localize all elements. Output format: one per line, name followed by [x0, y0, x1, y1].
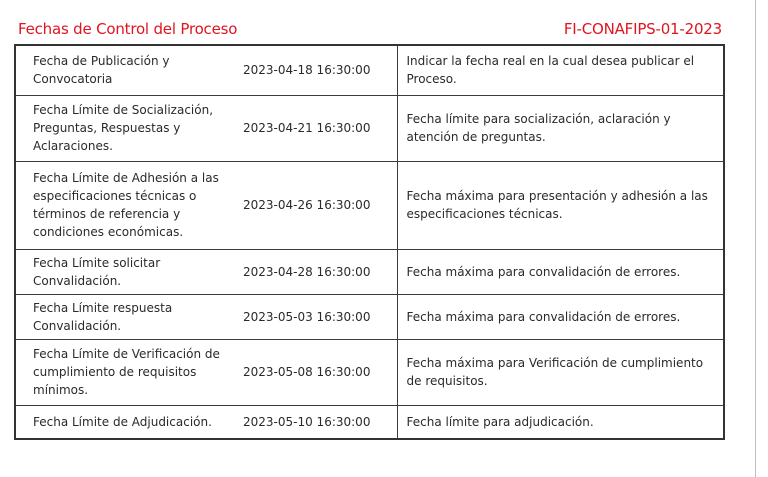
milestone-label: Fecha Límite solicitar Convalidación.: [15, 249, 234, 294]
milestone-date: 2023-05-03 16:30:00: [234, 294, 397, 339]
table-row: [15, 405, 724, 439]
table-row: [15, 294, 724, 339]
milestone-label: Fecha Límite de Adhesión a las especificaciones técnicas o términos de referencia y condiciones económicas.: [15, 161, 234, 249]
table-row: [15, 45, 724, 95]
milestone-label: Fecha Límite de Socialización, Preguntas, Respuestas y Aclaraciones.: [15, 95, 234, 161]
milestone-date: 2023-04-28 16:30:00: [234, 249, 397, 294]
milestone-label: Fecha Límite de Verificación de cumplimiento de requisitos mínimos.: [15, 339, 234, 405]
milestone-description: Fecha máxima para convalidación de errores.: [397, 294, 724, 339]
table-row: [15, 161, 724, 249]
page-edge-divider: [755, 0, 756, 477]
milestone-label: Fecha de Publicación y Convocatoria: [15, 45, 234, 95]
milestone-label: Fecha Límite de Adjudicación.: [15, 405, 234, 439]
section-header: [18, 19, 722, 39]
milestone-description: Fecha máxima para presentación y adhesión a las especificaciones técnicas.: [397, 161, 724, 249]
document-code: FI-CONAFIPS-01-2023: [563, 20, 722, 38]
control-dates-table: [14, 44, 725, 440]
table-row: [15, 339, 724, 405]
milestone-description: Indicar la fecha real en la cual desea publicar el Proceso.: [397, 45, 724, 95]
milestone-description: Fecha máxima para convalidación de errores.: [397, 249, 724, 294]
milestone-date: 2023-05-10 16:30:00: [234, 405, 397, 439]
milestone-description: Fecha límite para socialización, aclaración y atención de preguntas.: [397, 95, 724, 161]
milestone-date: 2023-05-08 16:30:00: [234, 339, 397, 405]
milestone-date: 2023-04-18 16:30:00: [234, 45, 397, 95]
section-title: Fechas de Control del Proceso: [18, 20, 238, 38]
milestone-date: 2023-04-26 16:30:00: [234, 161, 397, 249]
table-row: [15, 95, 724, 161]
milestone-description: Fecha máxima para Verificación de cumplimiento de requisitos.: [397, 339, 724, 405]
milestone-description: Fecha límite para adjudicación.: [397, 405, 724, 439]
milestone-label: Fecha Límite respuesta Convalidación.: [15, 294, 234, 339]
table-row: [15, 249, 724, 294]
milestone-date: 2023-04-21 16:30:00: [234, 95, 397, 161]
